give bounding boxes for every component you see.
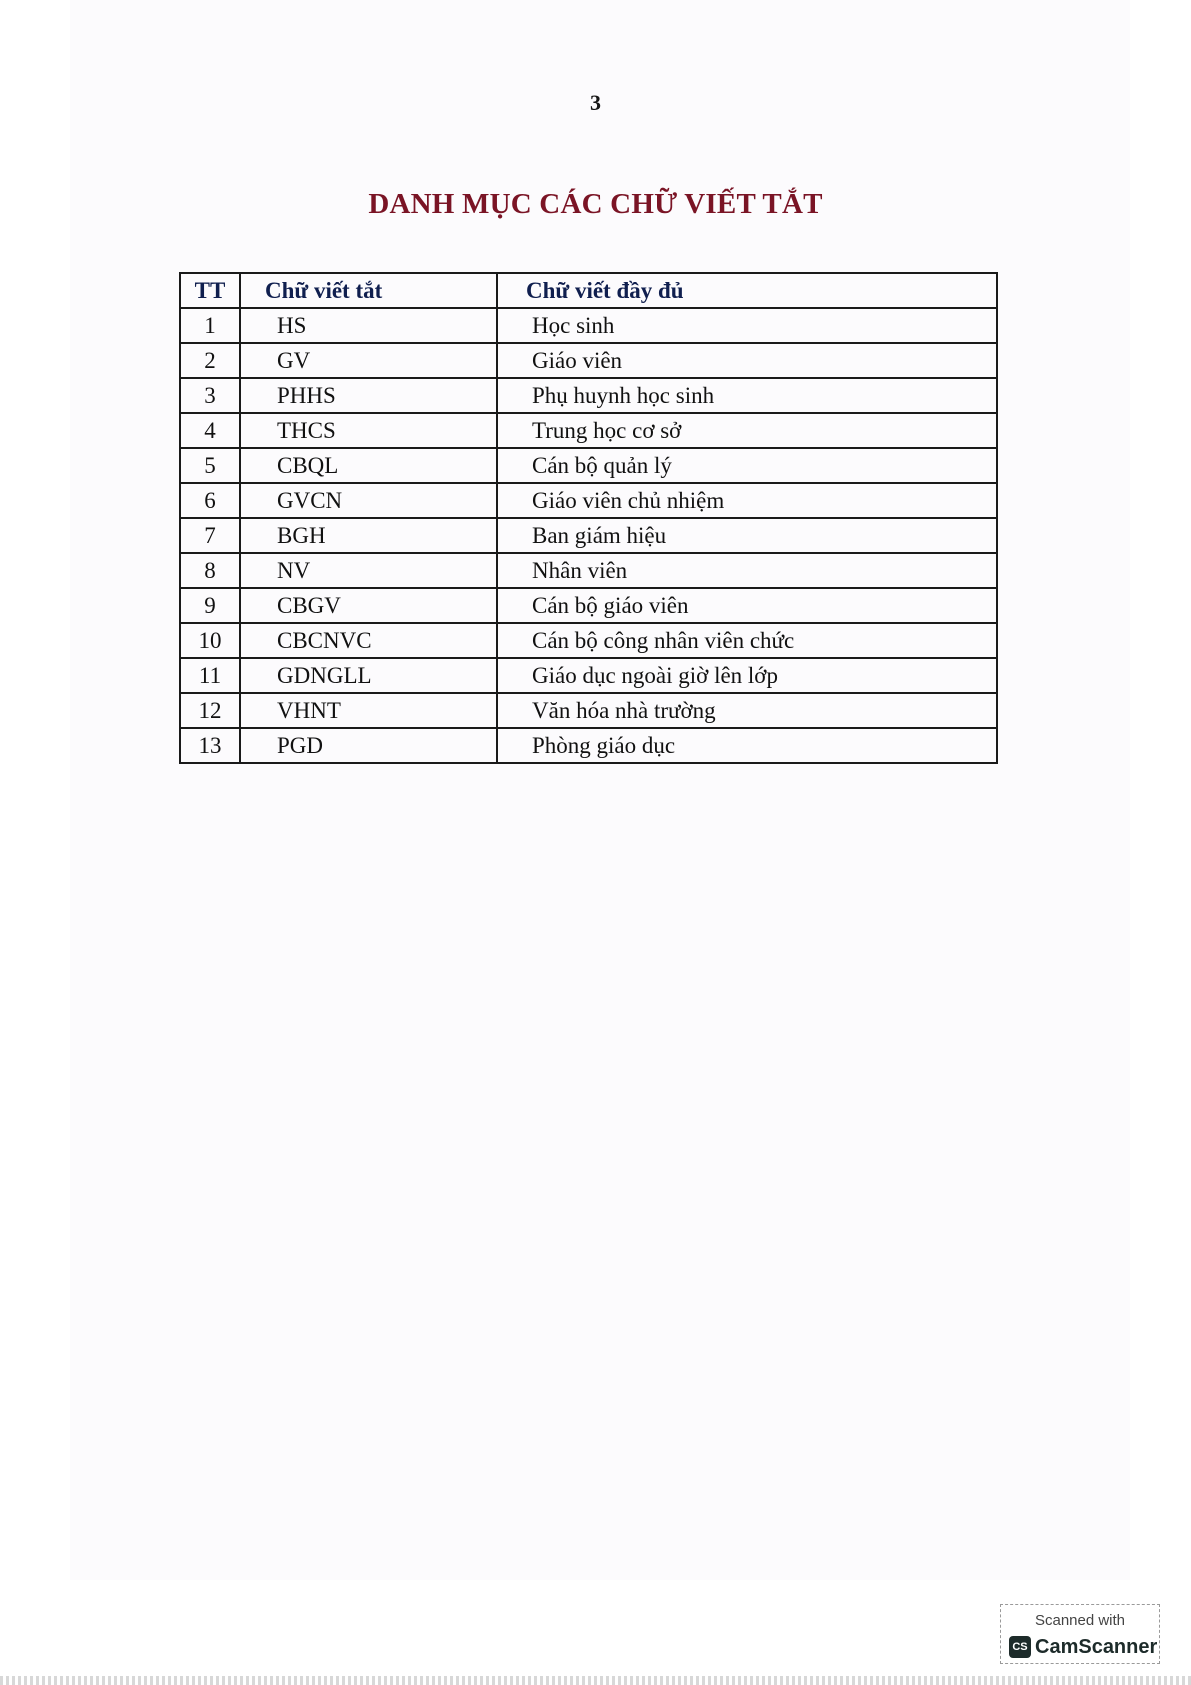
page-number: 3	[590, 90, 601, 115]
row-number: 11	[180, 658, 240, 693]
camscanner-watermark	[1000, 1604, 1160, 1664]
watermark-scanned-with: Scanned with	[1034, 1612, 1126, 1629]
row-number: 10	[180, 623, 240, 658]
header-tt: TT	[180, 273, 240, 308]
table-row	[180, 448, 997, 483]
full-form-cell: Cán bộ quản lý	[497, 448, 997, 483]
abbreviation-cell: CBCNVC	[240, 623, 497, 658]
full-form-cell: Học sinh	[497, 308, 997, 343]
abbreviation-cell: GVCN	[240, 483, 497, 518]
table-row	[180, 623, 997, 658]
table-row	[180, 588, 997, 623]
table-row	[180, 308, 997, 343]
row-number: 7	[180, 518, 240, 553]
table-row	[180, 343, 997, 378]
abbreviation-table	[179, 272, 998, 764]
camscanner-logo-icon: CS	[1009, 1636, 1031, 1658]
table-row	[180, 378, 997, 413]
full-form-cell: Ban giám hiệu	[497, 518, 997, 553]
table-header-row	[180, 273, 997, 308]
row-number: 12	[180, 693, 240, 728]
table-row	[180, 518, 997, 553]
full-form-cell: Cán bộ công nhân viên chức	[497, 623, 997, 658]
full-form-cell: Giáo viên	[497, 343, 997, 378]
header-full-form: Chữ viết đầy đủ	[497, 273, 997, 308]
full-form-cell: Cán bộ giáo viên	[497, 588, 997, 623]
abbreviation-cell: BGH	[240, 518, 497, 553]
row-number: 5	[180, 448, 240, 483]
full-form-cell: Nhân viên	[497, 553, 997, 588]
row-number: 4	[180, 413, 240, 448]
full-form-cell: Văn hóa nhà trường	[497, 693, 997, 728]
scanned-page	[70, 0, 1130, 1580]
abbreviation-cell: GV	[240, 343, 497, 378]
table-row	[180, 693, 997, 728]
row-number: 9	[180, 588, 240, 623]
row-number: 8	[180, 553, 240, 588]
abbreviation-cell: GDNGLL	[240, 658, 497, 693]
abbreviation-cell: CBGV	[240, 588, 497, 623]
table-row	[180, 728, 997, 763]
full-form-cell: Giáo dục ngoài giờ lên lớp	[497, 658, 997, 693]
abbreviation-cell: CBQL	[240, 448, 497, 483]
full-form-cell: Phụ huynh học sinh	[497, 378, 997, 413]
watermark-brand: CamScanner	[1035, 1636, 1158, 1658]
row-number: 6	[180, 483, 240, 518]
abbreviation-cell: NV	[240, 553, 497, 588]
abbreviation-cell: VHNT	[240, 693, 497, 728]
header-abbreviation: Chữ viết tắt	[240, 273, 497, 308]
abbreviation-cell: HS	[240, 308, 497, 343]
abbreviation-cell: THCS	[240, 413, 497, 448]
abbreviation-cell: PHHS	[240, 378, 497, 413]
page-title: DANH MỤC CÁC CHỮ VIẾT TẮT	[368, 188, 823, 220]
row-number: 13	[180, 728, 240, 763]
row-number: 2	[180, 343, 240, 378]
row-number: 3	[180, 378, 240, 413]
table-row	[180, 413, 997, 448]
table-row	[180, 483, 997, 518]
scan-edge-strip	[0, 1676, 1191, 1685]
table-row	[180, 658, 997, 693]
abbreviation-cell: PGD	[240, 728, 497, 763]
full-form-cell: Trung học cơ sở	[497, 413, 997, 448]
table-row	[180, 553, 997, 588]
row-number: 1	[180, 308, 240, 343]
full-form-cell: Phòng giáo dục	[497, 728, 997, 763]
full-form-cell: Giáo viên chủ nhiệm	[497, 483, 997, 518]
